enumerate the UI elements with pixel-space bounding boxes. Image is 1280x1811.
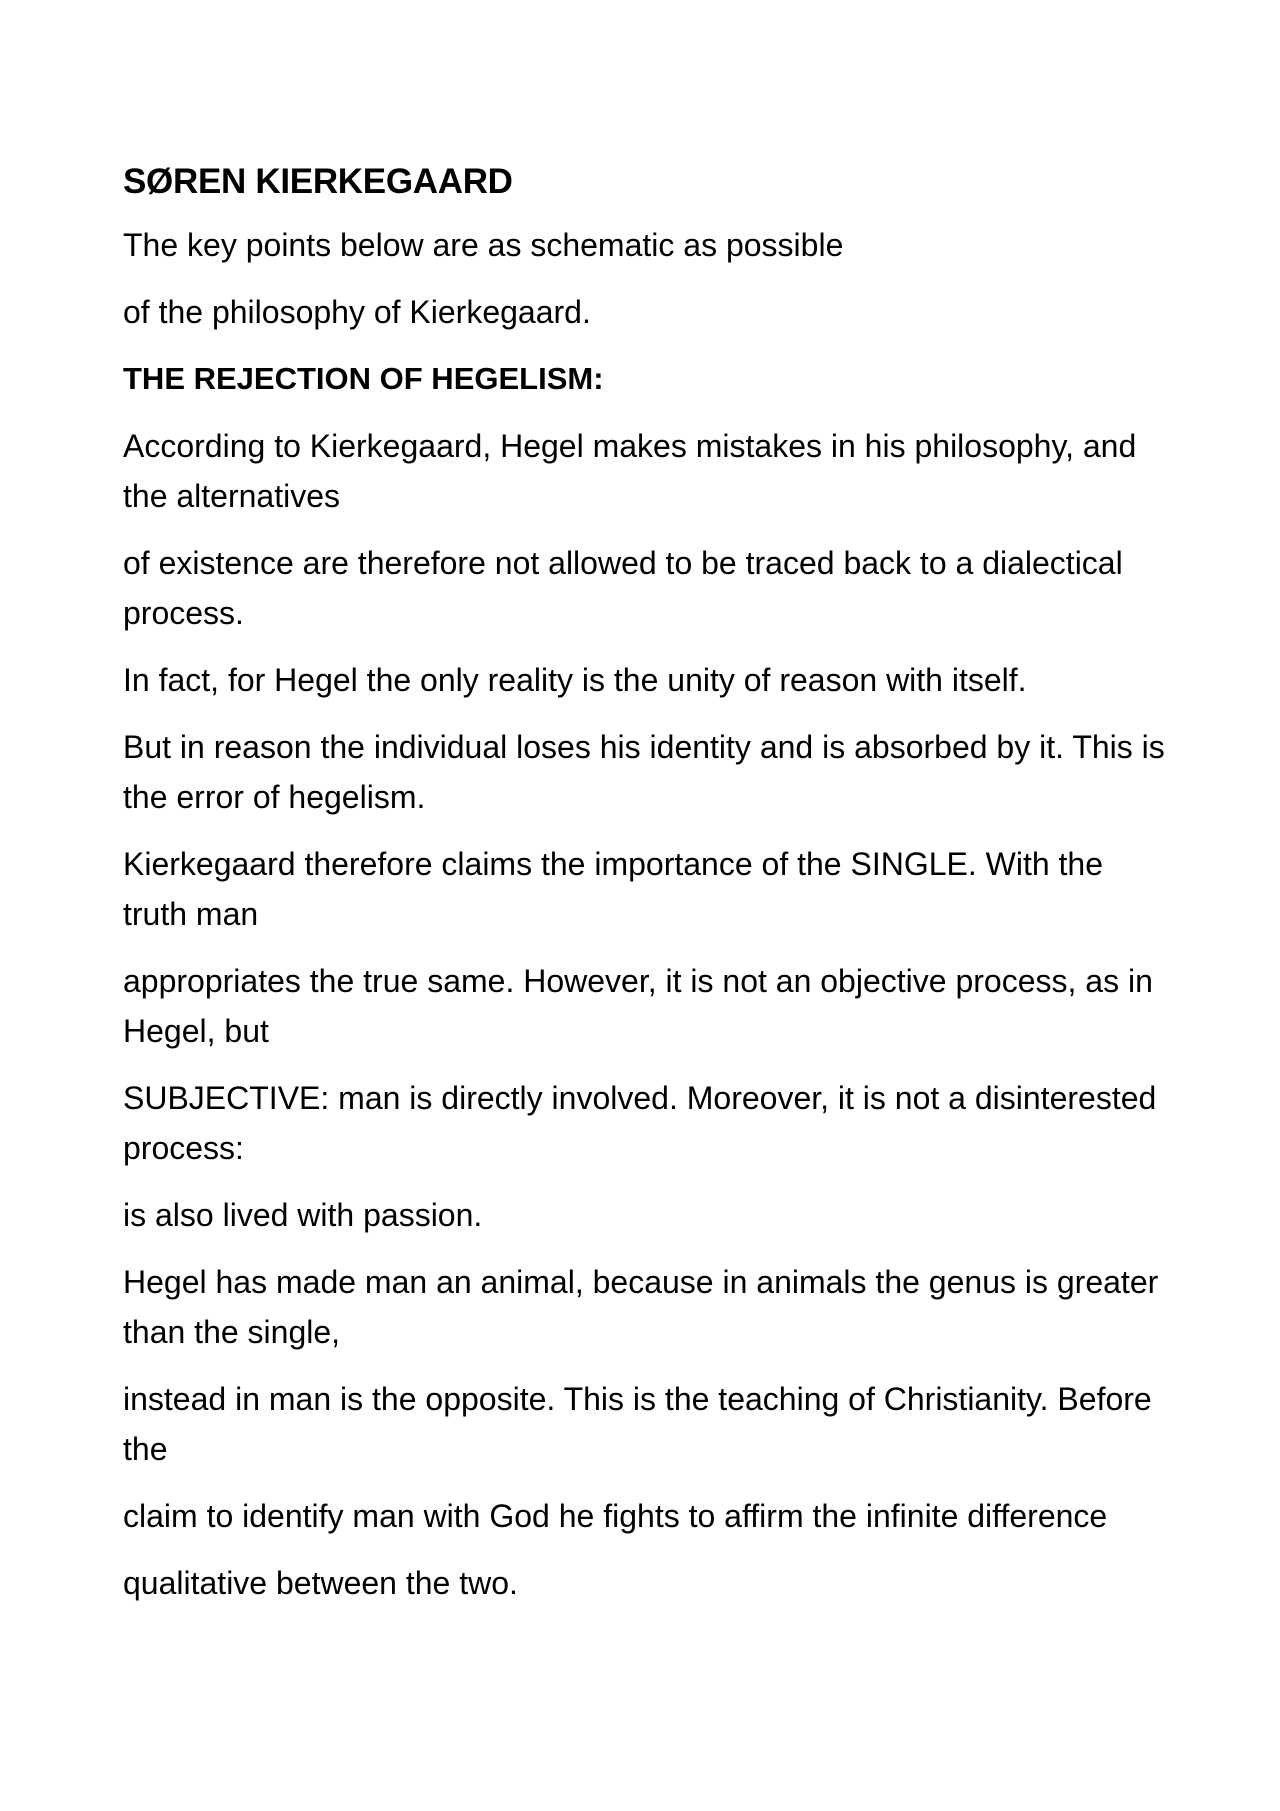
section-heading: THE REJECTION OF HEGELISM: [123, 361, 604, 396]
paragraph: instead in man is the opposite. This is the teaching of Christianity. Before the [123, 1381, 1152, 1467]
paragraph: Kierkegaard therefore claims the importance of the SINGLE. With the truth man [123, 846, 1104, 932]
paragraph: The key points below are as schematic as possible [123, 227, 844, 263]
paragraph: In fact, for Hegel the only reality is the unity of reason with itself. [123, 662, 1027, 698]
paragraph: claim to identify man with God he fights to affirm the infinite difference [123, 1498, 1108, 1534]
paragraph: of the philosophy of Kierkegaard. [123, 294, 591, 330]
paragraph: qualitative between the two. [123, 1565, 518, 1601]
paragraph: appropriates the true same. However, it is not an objective process, as in Hegel, but [123, 963, 1153, 1049]
paragraph: Hegel has made man an animal, because in animals the genus is greater than the single, [123, 1264, 1159, 1350]
paragraph: But in reason the individual loses his identity and is absorbed by it. This is the error of hegelism. [123, 729, 1165, 815]
paragraph: of existence are therefore not allowed to be traced back to a dialectical process. [123, 545, 1123, 631]
paragraph: SUBJECTIVE: man is directly involved. Moreover, it is not a disinterested process: [123, 1080, 1157, 1166]
document-title: SØREN KIERKEGAARD [123, 162, 513, 201]
paragraph: According to Kierkegaard, Hegel makes mistakes in his philosophy, and the alternatives [123, 428, 1137, 514]
document-body [123, 158, 1173, 1625]
paragraph: is also lived with passion. [123, 1197, 483, 1233]
